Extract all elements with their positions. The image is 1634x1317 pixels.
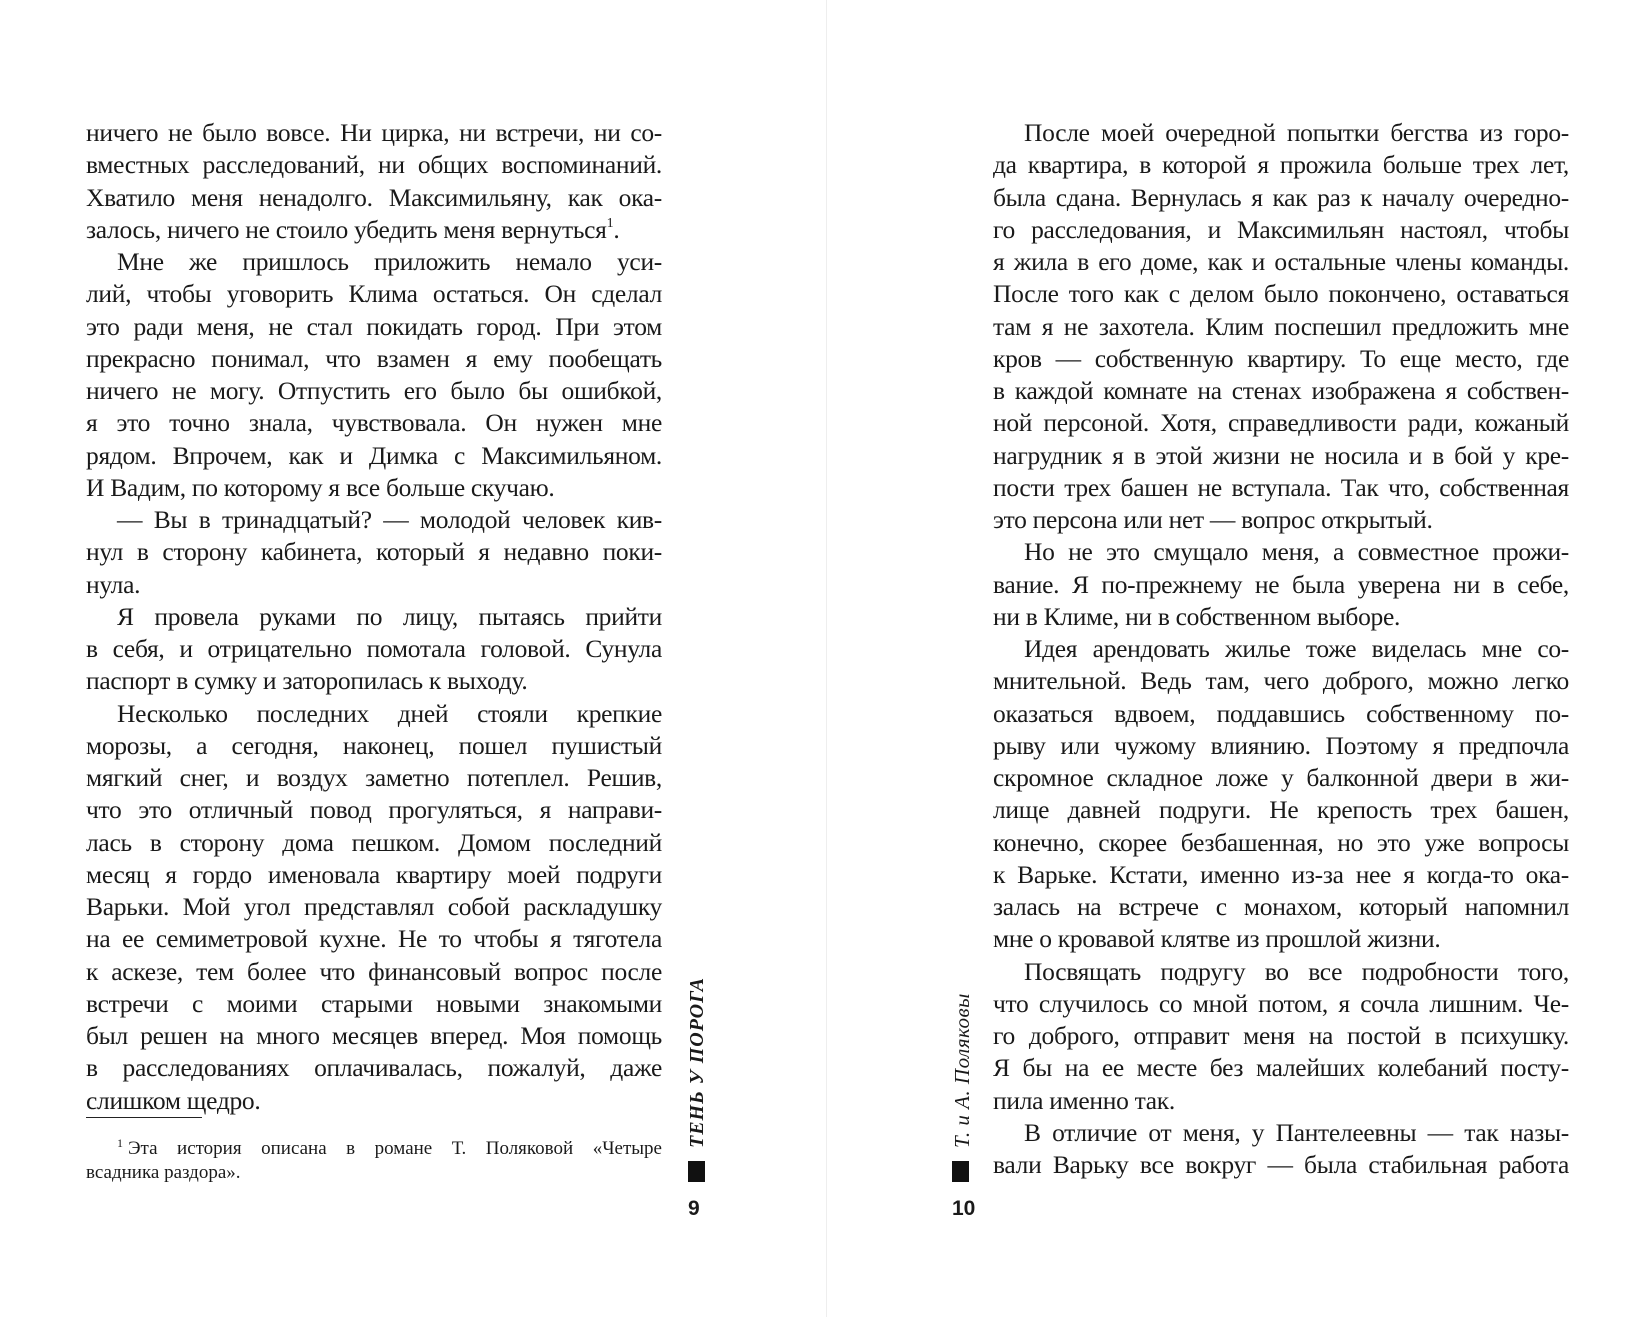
text-line-content: ничего не могу. Отпустить его было бы ошибкой,	[86, 376, 662, 405]
text-line-content: месяц я гордо именовала квартиру моей подруги	[86, 859, 662, 889]
text-line-content: в себя, и отрицательно помотала головой. Сунула	[86, 634, 662, 663]
text-line-content: Варьки. Мой угол представлял собой раскладушку	[86, 892, 662, 921]
text-line	[993, 472, 1569, 504]
text-line	[86, 827, 662, 859]
text-line-content: нул в сторону кабинета, который я недавно поки-	[86, 537, 662, 567]
page-gutter-divider	[826, 0, 827, 1317]
text-line-content: там я не захотела. Клим поспешил предложить мне	[993, 311, 1569, 341]
text-line-content: нула.	[86, 569, 141, 599]
text-line	[86, 504, 662, 536]
text-line-content: залось, ничего не стоило убедить меня вернуться	[86, 214, 607, 244]
text-line-content: прекрасно понимал, что взамен я ему пообещать	[86, 343, 662, 373]
text-line-content: это ради меня, не стал покидать город. При этом	[86, 311, 662, 341]
paragraph	[993, 956, 1569, 1117]
text-line-content: ничего не было вовсе. Ни цирка, ни встречи, ни со-	[86, 118, 662, 147]
footnote-line	[86, 1137, 662, 1161]
text-line-content: вали Варьку все вокруг — была стабильная работа	[993, 1150, 1569, 1179]
text-line	[993, 149, 1569, 181]
text-line	[993, 182, 1569, 214]
text-line	[993, 504, 1569, 536]
text-line	[993, 1149, 1569, 1181]
text-line-content: мнительной. Ведь там, чего доброго, можно легко	[993, 666, 1569, 696]
text-line-content: лий, чтобы уговорить Клима остаться. Он сделал	[86, 279, 662, 309]
text-line-content: к Варьке. Кстати, именно из-за нее я когда-то ока-	[993, 859, 1569, 889]
text-line-content: скромное складное ложе у балконной двери в жи-	[993, 763, 1569, 792]
text-line	[993, 278, 1569, 310]
text-line	[993, 117, 1569, 149]
text-line	[993, 1117, 1569, 1149]
text-line	[993, 536, 1569, 568]
text-line	[993, 794, 1569, 826]
text-line	[993, 665, 1569, 697]
paragraph	[86, 117, 662, 246]
text-line	[86, 698, 662, 730]
text-line-content: в расследованиях оплачивалась, пожалуй, даже	[86, 1053, 662, 1083]
paragraph	[86, 246, 662, 504]
text-line-content: Идея арендовать жилье тоже виделась мне со-	[1024, 634, 1569, 663]
text-line-content: рыву или чужому влиянию. Поэтому я предпочла	[993, 730, 1569, 760]
text-line	[86, 343, 662, 375]
text-line	[86, 375, 662, 407]
text-line	[86, 601, 662, 633]
text-line-content: Хватило меня ненадолго. Максимильяну, как ока-	[86, 182, 662, 212]
text-line	[993, 891, 1569, 923]
text-line	[86, 149, 662, 181]
text-line-content: И Вадим, по которому я все больше скучаю.	[86, 472, 555, 502]
text-line-content: был решен на много месяцев вперед. Моя помощь	[86, 1021, 662, 1050]
text-line-content: Я провела руками по лицу, пытаясь прийти	[117, 601, 662, 631]
page-number: 10	[952, 1197, 976, 1220]
text-line-content: После моей очередной попытки бегства из горо-	[1024, 118, 1569, 147]
running-head-marker	[688, 1161, 705, 1182]
footnote-text: Эта история описана в романе Т. Поляковой «Четыре	[128, 1138, 662, 1159]
text-line	[993, 859, 1569, 891]
text-line	[86, 665, 662, 697]
paragraph	[86, 698, 662, 1117]
text-line	[993, 375, 1569, 407]
text-line	[993, 569, 1569, 601]
text-line	[86, 794, 662, 826]
text-line	[993, 633, 1569, 665]
footnote-marker: 1	[117, 1136, 123, 1150]
text-line	[993, 698, 1569, 730]
text-line-content: Мне же пришлось приложить немало уси-	[117, 247, 662, 276]
text-line-content: вание. Я по-прежнему не была уверена ни в себе,	[993, 569, 1569, 599]
running-head-title: ТЕНЬ У ПОРОГА	[686, 976, 708, 1148]
text-line-content: В отличие от меня, у Пантелеевны — так назы-	[1024, 1117, 1569, 1147]
text-line-content: оказаться вдвоем, поддавшись собственному по-	[993, 698, 1569, 728]
text-line	[993, 923, 1569, 955]
text-line-content: ной персоной. Хотя, справедливости ради, кожаный	[993, 408, 1569, 438]
text-line-content: встречи с моими старыми новыми знакомыми	[86, 988, 662, 1018]
text-line-content: пила именно так.	[993, 1085, 1175, 1115]
text-line	[86, 1085, 662, 1117]
text-line	[993, 988, 1569, 1020]
text-line	[86, 859, 662, 891]
paragraph	[993, 536, 1569, 633]
text-line	[993, 343, 1569, 375]
text-line-content: ни в Климе, ни в собственном выборе.	[993, 601, 1401, 631]
text-line-content: — Вы в тринадцатый? — молодой человек кив-	[117, 505, 662, 534]
text-line	[86, 730, 662, 762]
text-line-content: конечно, скорее безбашенная, но это уже вопросы	[993, 827, 1569, 857]
footnote	[86, 1137, 662, 1185]
text-line-content: Посвящать подругу во все подробности того,	[1024, 956, 1569, 986]
text-line-content: что это отличный повод прогуляться, я направи-	[86, 795, 662, 825]
text-line-content: лась в сторону дома пешком. Домом последний	[86, 827, 662, 857]
text-line	[993, 246, 1569, 278]
text-line	[993, 407, 1569, 439]
paragraph	[993, 117, 1569, 536]
text-line-content: Но не это смущало меня, а совместное прожи-	[1024, 537, 1569, 567]
text-line	[993, 1020, 1569, 1052]
paragraph	[86, 601, 662, 698]
text-line-content: рядом. Впрочем, как и Димка с Максимильяном.	[86, 440, 662, 470]
text-line	[86, 988, 662, 1020]
text-line	[993, 1052, 1569, 1084]
text-line	[86, 891, 662, 923]
text-line-content: нагрудник я в этой жизни не носила и в бой у кре-	[993, 440, 1569, 470]
text-line-content: залась на встрече с монахом, который напомнил	[993, 892, 1569, 921]
text-line	[86, 923, 662, 955]
text-line	[993, 956, 1569, 988]
text-line	[86, 407, 662, 439]
footnote-reference[interactable]: 1	[606, 215, 614, 231]
text-line	[86, 536, 662, 568]
text-line-content: пости трех башен не вступала. Так что, собственная	[993, 472, 1569, 502]
text-line	[993, 214, 1569, 246]
paragraph	[993, 633, 1569, 956]
text-line-content: я это точно знала, чувствовала. Он нужен мне	[86, 408, 662, 438]
text-line-content: что случилось со мной потом, я сочла лишним. Че-	[993, 988, 1569, 1018]
paragraph	[993, 1117, 1569, 1182]
text-line-content: это персона или нет — вопрос открытый.	[993, 505, 1433, 534]
running-head-author: Т. и А. Поляковы	[950, 993, 974, 1148]
text-line-content: вместных расследований, ни общих воспоминаний.	[86, 150, 662, 180]
text-line	[993, 1085, 1569, 1117]
text-line	[86, 311, 662, 343]
page-number: 9	[688, 1197, 700, 1220]
text-line-content: да квартира, в которой я прожила больше трех лет,	[993, 150, 1569, 180]
text-line	[993, 311, 1569, 343]
text-line	[86, 633, 662, 665]
text-line	[86, 440, 662, 472]
footnote-line: всадника раздора».	[86, 1162, 241, 1183]
text-line-content: мне о кровавой клятве из прошлой жизни.	[993, 924, 1441, 954]
text-line-content: слишком щедро.	[86, 1085, 261, 1115]
text-line-content: го расследования, и Максимильян настоял, чтобы	[993, 214, 1569, 244]
text-line-content: мягкий снег, и воздух заметно потеплел. Решив,	[86, 763, 662, 792]
text-line	[86, 182, 662, 214]
running-head-marker	[952, 1161, 969, 1182]
text-line	[993, 730, 1569, 762]
text-line-content: лище давней подруги. Не крепость трех башен,	[993, 795, 1569, 825]
text-line	[86, 472, 662, 504]
text-line	[86, 956, 662, 988]
text-line	[86, 762, 662, 794]
footnote-rule	[86, 1117, 202, 1118]
text-line-content: Я бы на ее месте без малейших колебаний посту-	[993, 1053, 1569, 1083]
text-line-content: я жила в его доме, как и остальные члены команды.	[993, 247, 1569, 276]
text-line	[86, 569, 662, 601]
text-line	[993, 601, 1569, 633]
text-line-content: морозы, а сегодня, наконец, пошел пушистый	[86, 730, 662, 760]
text-line-content: на ее семиметровой кухне. Не то чтобы я тяготела	[86, 924, 662, 954]
text-line	[993, 827, 1569, 859]
right-page-text	[993, 117, 1569, 1181]
text-line-content: После того как с делом было покончено, оставаться	[993, 279, 1569, 309]
text-line-content: кров — собственную квартиру. То еще место, где	[993, 343, 1569, 373]
text-line-content: была сдана. Вернулась я как раз к началу очередно-	[993, 182, 1569, 212]
text-line	[993, 440, 1569, 472]
paragraph	[86, 504, 662, 601]
text-line-content: Несколько последних дней стояли крепкие	[117, 698, 662, 728]
text-line	[86, 1052, 662, 1084]
text-line-content: паспорт в сумку и заторопилась к выходу.	[86, 666, 528, 696]
text-line	[86, 246, 662, 278]
text-line	[993, 762, 1569, 794]
left-page-text	[86, 117, 662, 1117]
text-line: залось, ничего не стоило убедить меня вернуться$^1$.	[86, 214, 620, 244]
text-line-content: к аскезе, тем более что финансовый вопрос после	[86, 956, 662, 986]
text-line	[86, 278, 662, 310]
text-line	[86, 1020, 662, 1052]
text-line	[86, 117, 662, 149]
text-line-content: го доброго, отправит меня на постой в психушку.	[993, 1021, 1569, 1050]
text-line-content: в каждой комнате на стенах изображена я собствен-	[993, 376, 1569, 405]
